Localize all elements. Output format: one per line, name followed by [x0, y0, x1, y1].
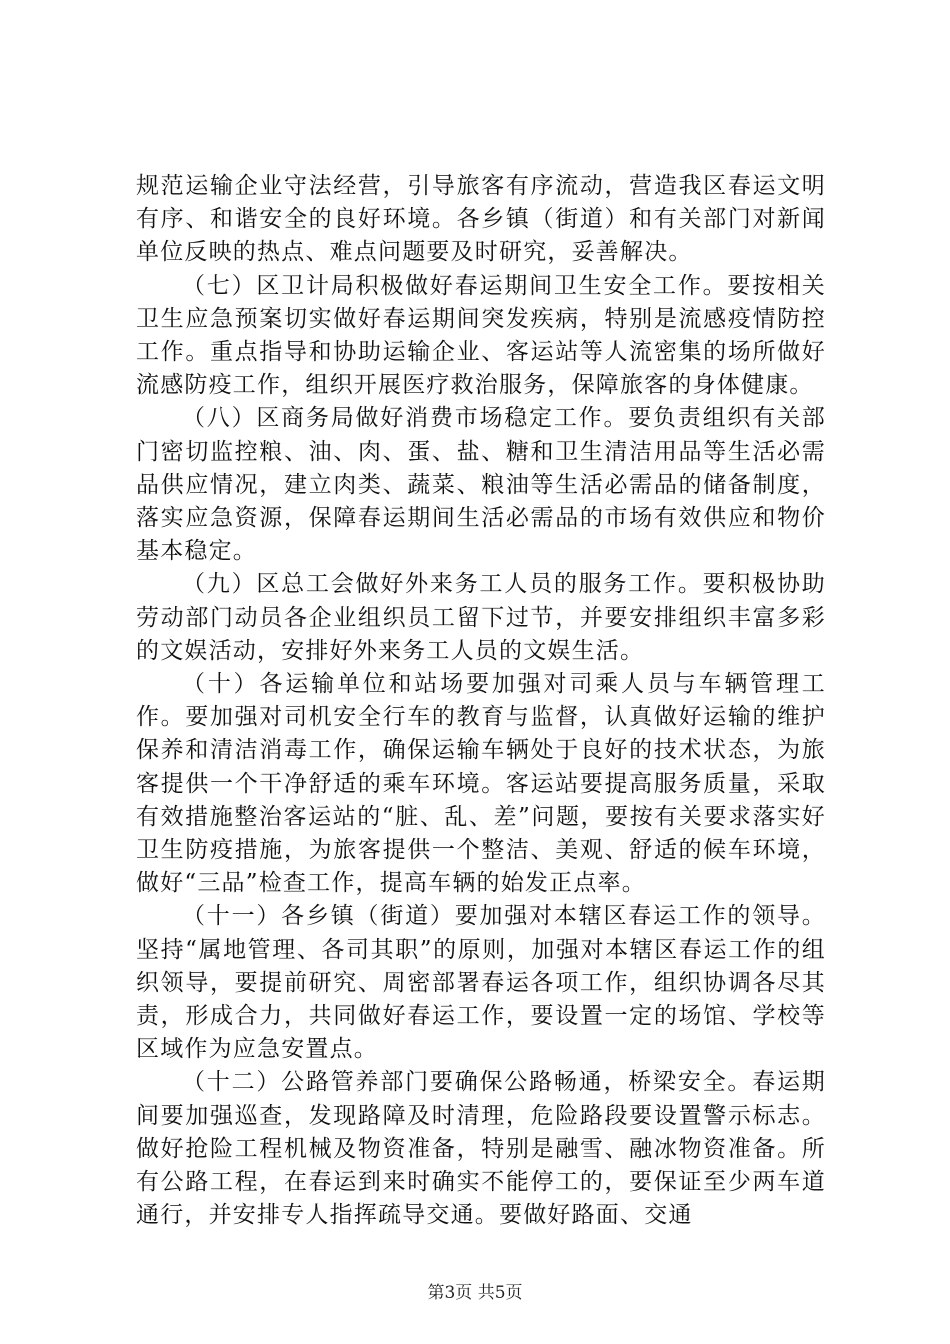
paragraph-item-9: （九）区总工会做好外来务工人员的服务工作。要积极协助劳动部门动员各企业组织员工留下过节，并要安排组织丰富多彩的文娱活动，安排好外来务工人员的文娱生活。	[136, 571, 826, 664]
page-number-footer: 第3页 共5页	[427, 1283, 523, 1303]
paragraph-item-10: （十）各运输单位和站场要加强对司乘人员与车辆管理工作。要加强对司机安全行车的教育与监督，认真做好运输的维护保养和清洁消毒工作，确保运输车辆处于良好的技术状态，为旅客提供一个干净舒适的乘车环境。客运站要提高服务质量，采取有效措施整治客运站的“脏、乱、差”问题，要按有关要求落实好卫生防疫措施，为旅客提供一个整洁、美观、舒适的候车环境，做好“三品”检查工作，提高车辆的始发正点率。	[136, 671, 826, 897]
paragraph-item-12: （十二）公路管养部门要确保公路畅通，桥梁安全。春运期间要加强巡查，发现路障及时清理，危险路段要设置警示标志。做好抢险工程机械及物资准备，特别是融雪、融冰物资准备。所有公路工程，在春运到来时确实不能停工的，要保证至少两车道通行，并安排专人指挥疏导交通。要做好路面、交通	[136, 1069, 826, 1229]
paragraph-item-8: （八）区商务局做好消费市场稳定工作。要负责组织有关部门密切监控粮、油、肉、蛋、盐、糖和卫生清洁用品等生活必需品供应情况，建立肉类、蔬菜、粮油等生活必需品的储备制度，落实应急资源，保障春运期间生活必需品的市场有效供应和物价基本稳定。	[136, 405, 826, 565]
paragraph-item-7: （七）区卫计局积极做好春运期间卫生安全工作。要按相关卫生应急预案切实做好春运期间突发疾病，特别是流感疫情防控工作。重点指导和协助运输企业、客运站等人流密集的场所做好流感防疫工作，组织开展医疗救治服务，保障旅客的身体健康。	[136, 272, 826, 399]
paragraph-item-11: （十一）各乡镇（街道）要加强对本辖区春运工作的领导。坚持“属地管理、各司其职”的原则，加强对本辖区春运工作的组织领导，要提前研究、周密部署春运各项工作，组织协调各尽其责，形成合力，共同做好春运工作，要设置一定的场馆、学校等区域作为应急安置点。	[136, 903, 826, 1063]
paragraph-continuation: 规范运输企业守法经营，引导旅客有序流动，营造我区春运文明有序、和谐安全的良好环境。各乡镇（街道）和有关部门对新闻单位反映的热点、难点问题要及时研究，妥善解决。	[136, 173, 826, 266]
document-body	[136, 170, 826, 1233]
